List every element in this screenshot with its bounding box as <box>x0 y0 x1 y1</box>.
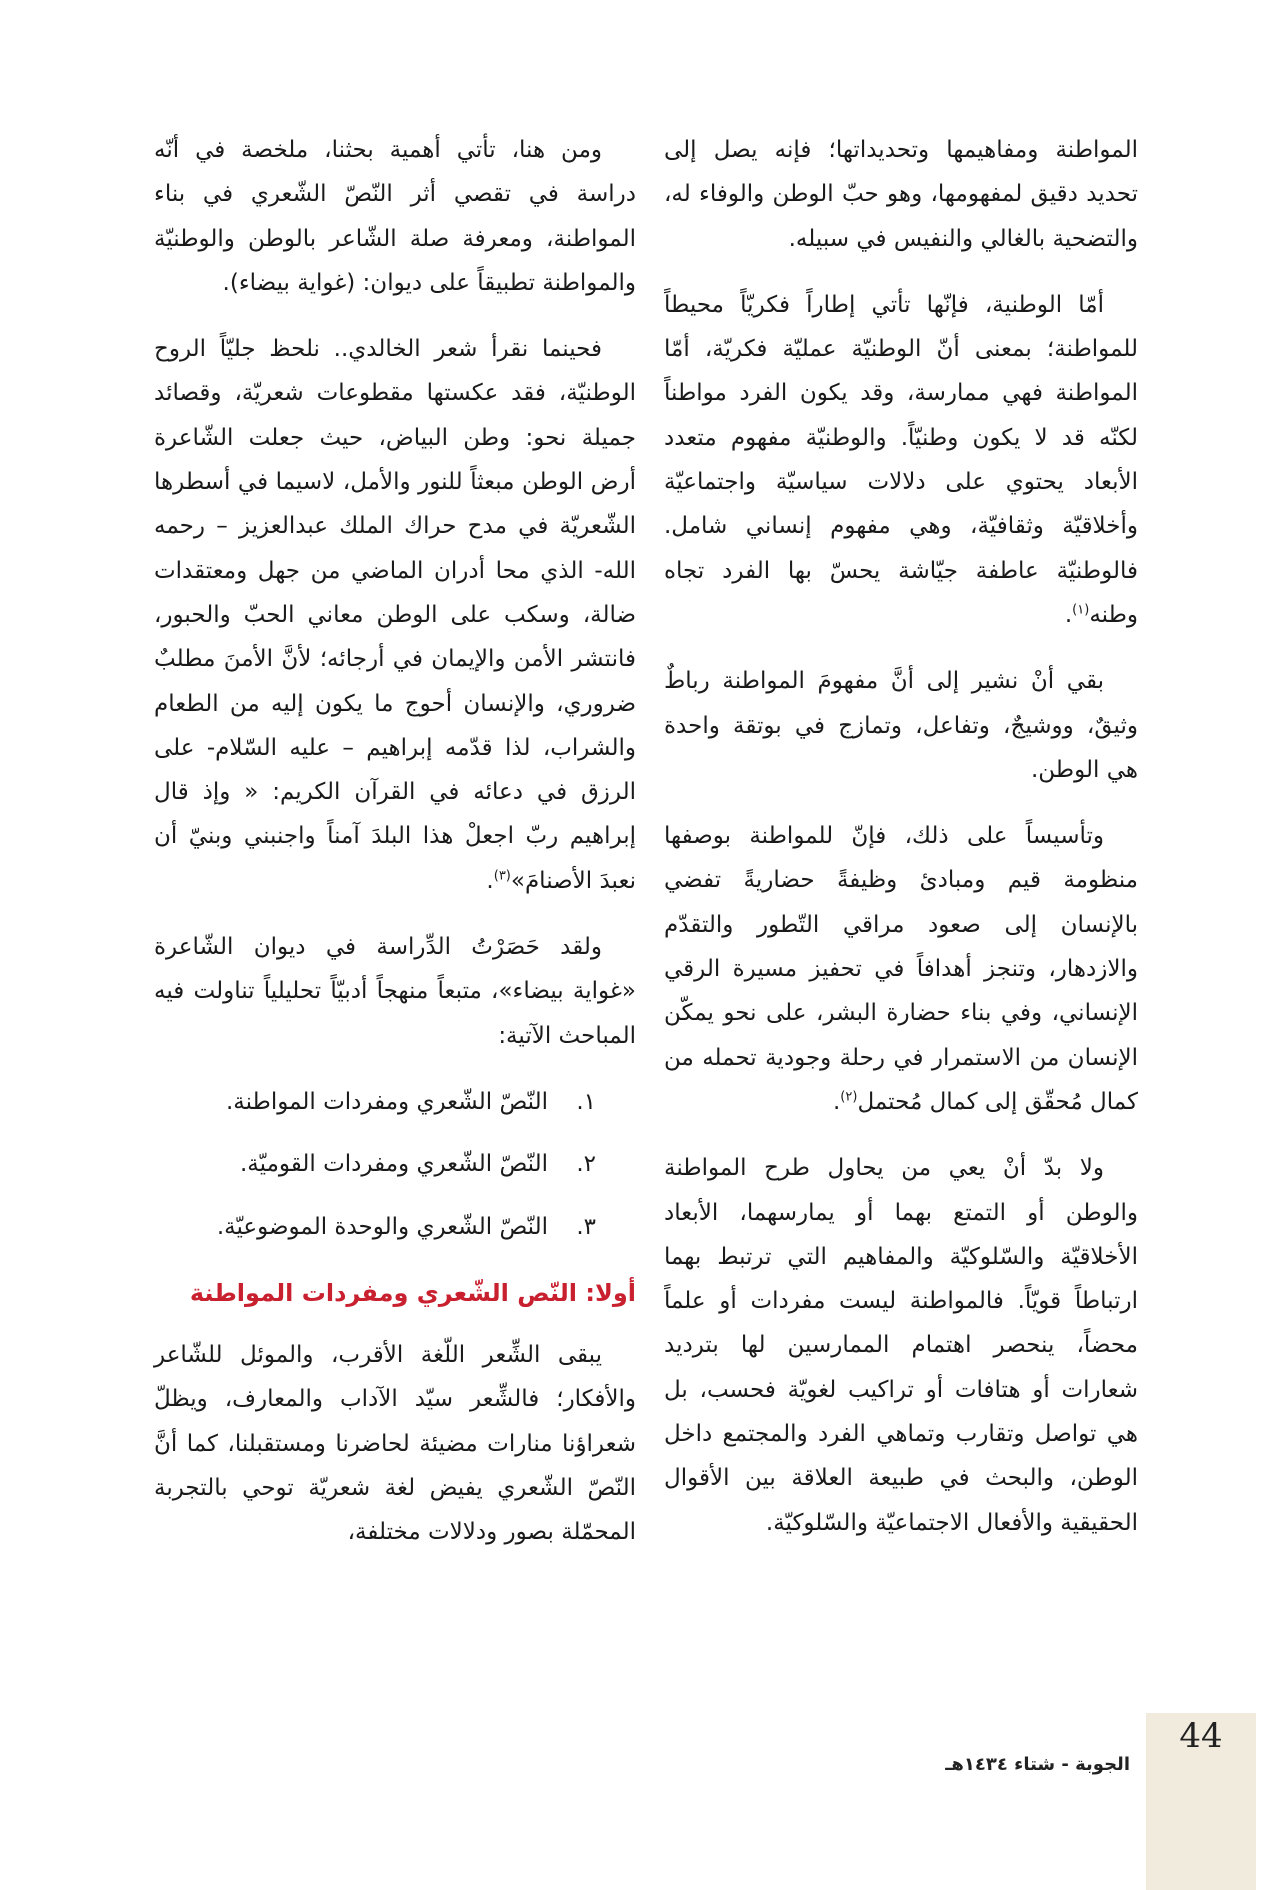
section-heading: أولا: النّص الشّعري ومفردات المواطنة <box>189 1278 636 1307</box>
footnote-ref: (٢) <box>840 1089 858 1105</box>
paragraph-text: يبقى الشِّعر اللّغة الأقرب، والموئل للشّاعر والأفكار؛ فالشِّعر سيّد الآداب والمعارف، ويظلّ شعراؤنا منارات مضيئة لحاضرنا ومستقبلنا، كما أنَّ النّصّ الشّعري يفيض لغة شعريّة توحي بالتجربة المحمّلة بصور ودلالات مختلفة، <box>154 1342 636 1546</box>
paragraph <box>664 128 1138 261</box>
paragraph: وتأسيساً على ذلك، فإنّ للمواطنة بوصفها منظومة قيم ومبادئ وظيفةً حضاريةً تفضي بالإنسان إلى صعود مراقي التّطور والتقدّم والازدهار، وتنجز أهدافاً في تحفيز مسيرة الرقي الإنساني، وفي بناء حضارة البشر، على نحو يمكّن الإنسان من الاستمرار في رحلة وجودية تحمله من كمال مُحقّق إلى كمال مُحتمل$^{(٢)}$. <box>664 823 1138 1115</box>
list-item <box>154 1080 636 1124</box>
paragraph-text: ولا بدّ أنْ يعي من يحاول طرح المواطنة والوطن أو التمتع بهما أو يمارسهما، الأبعاد الأخلاقيّة والسّلوكيّة والمفاهيم التي ترتبط بهما ارتباطاً قويّاً. فالمواطنة ليست مفردات أو علماً محضاً، ينحصر اهتمام الممارسين لها بترديد شعارات أو هتافات أو تراكيب لغويّة فحسب، بل هي تواصل وتقارب وتماهي الفرد والمجتمع داخل الوطن، والبحث في طبيعة العلاقة بين الأقوال الحقيقية والأفعال الاجتماعيّة والسّلوكيّة. <box>664 1155 1138 1536</box>
right-column <box>664 128 1138 1567</box>
list-item <box>154 1142 636 1186</box>
footer-issue-label: الجوبة - شتاء ١٤٣٤هـ <box>945 1754 1130 1775</box>
footnote-ref: (١) <box>1072 602 1090 618</box>
list-number: ٣. <box>576 1213 596 1240</box>
list-number: ٢. <box>576 1151 596 1178</box>
list-item <box>154 1205 636 1249</box>
paragraph <box>664 659 1138 792</box>
paragraph-text: ولقد حَصَرْتُ الدِّراسة في ديوان الشّاعرة «غواية بيضاء»، متبعاً منهجاً أدبيّاً تحليلياً تناولت فيه المباحث الآتية: <box>154 934 636 1049</box>
paragraph <box>154 128 636 305</box>
paragraph-text: ومن هنا، تأتي أهمية بحثنا، ملخصة في أنّه دراسة في تقصي أثر النّصّ الشّعري في بناء المواطنة، ومعرفة صلة الشّاعر بالوطن والوطنيّة والمواطنة تطبيقاً على ديوان: (غواية بيضاء). <box>154 137 636 296</box>
list-text: النّصّ الشّعري والوحدة الموضوعيّة. <box>216 1213 548 1240</box>
list-text: النّصّ الشّعري ومفردات القوميّة. <box>239 1151 548 1178</box>
topics-list <box>154 1080 636 1249</box>
paragraph-text: أمّا الوطنية، فإنّها تأتي إطاراً فكريّاً محيطاً للمواطنة؛ بمعنى أنّ الوطنيّة عمليّة فكريّة، أمّا المواطنة فهي ممارسة، وقد يكون الفرد مواطناً لكنّه قد لا يكون وطنيّاً. والوطنيّة مفهوم متعدد الأبعاد يحتوي على دلالات سياسيّة واجتماعيّة وأخلاقيّة وثقافيّة، وهي مفهوم إنساني شامل. فالوطنيّة عاطفة جيّاشة يحسّ بها الفرد تجاه وطنه <box>664 291 1138 628</box>
list-text: النّصّ الشّعري ومفردات المواطنة. <box>225 1088 548 1115</box>
footnote-ref: (٣) <box>493 868 511 884</box>
paragraph <box>154 925 636 1058</box>
paragraph-text: بقي أنْ نشير إلى أنَّ مفهومَ المواطنة رباطٌ وثيقٌ، ووشيجٌ، وتفاعل، وتمازج في بوتقة واحدة هي الوطن. <box>664 668 1138 783</box>
page-number: 44 <box>1179 1716 1223 1756</box>
paragraph-text: فحينما نقرأ شعر الخالدي.. نلحظ جليّاً الروح الوطنيّة، فقد عكستها مقطوعات شعريّة، وقصائد جميلة نحو: وطن البياض، حيث جعلت الشّاعرة أرض الوطن مبعثاً للنور والأمل، لاسيما في أسطرها الشّعريّة في مدح حراك الملك عبدالعزيز – رحمه الله- الذي محا أدران الماضي من جهل ومعتقدات ضالة، وسكب على الوطن معاني الحبّ والحبور، فانتشر الأمن والإيمان في أرجائه؛ لأنَّ الأمنَ مطلبٌ ضروري، والإنسان أحوج ما يكون إليه من الطعام والشراب، لذا قدّمه إبراهيم – عليه السّلام- على الرزق في دعائه في القرآن الكريم: « وإذ قال إبراهيم ربّ اجعلْ هذا البلدَ آمناً واجنبني وبنيّ أن نعبدَ الأصنامَ» <box>154 336 636 894</box>
paragraph: فحينما نقرأ شعر الخالدي.. نلحظ جليّاً الروح الوطنيّة، فقد عكستها مقطوعات شعريّة، وقصائد جميلة نحو: وطن البياض، حيث جعلت الشّاعرة أرض الوطن مبعثاً للنور والأمل، لاسيما في أسطرها الشّعريّة في مدح حراك الملك عبدالعزيز – رحمه الله- الذي محا أدران الماضي من جهل ومعتقدات ضالة، وسكب على الوطن معاني الحبّ والحبور، فانتشر الأمن والإيمان في أرجائه؛ لأنَّ الأمنَ مطلبٌ ضروري، والإنسان أحوج ما يكون إليه من الطعام والشراب، لذا قدّمه إبراهيم – عليه السّلام- على الرزق في دعائه في القرآن الكريم: « وإذ قال إبراهيم ربّ اجعلْ هذا البلدَ آمناً واجنبني وبنيّ أن نعبدَ الأصنامَ»$^{(٣)}$. <box>154 336 636 894</box>
paragraph: أمّا الوطنية، فإنّها تأتي إطاراً فكريّاً محيطاً للمواطنة؛ بمعنى أنّ الوطنيّة عمليّة فكريّة، أمّا المواطنة فهي ممارسة، وقد يكون الفرد مواطناً لكنّه قد لا يكون وطنيّاً. والوطنيّة مفهوم متعدد الأبعاد يحتوي على دلالات سياسيّة واجتماعيّة وأخلاقيّة وثقافيّة، وهي مفهوم إنساني شامل. فالوطنيّة عاطفة جيّاشة يحسّ بها الفرد تجاه وطنه$^{(١)}$. <box>664 291 1138 628</box>
paragraph <box>664 1146 1138 1545</box>
list-number: ١. <box>576 1088 596 1115</box>
paragraph <box>154 1333 636 1554</box>
left-column <box>154 128 636 1577</box>
paragraph-text: وتأسيساً على ذلك، فإنّ للمواطنة بوصفها منظومة قيم ومبادئ وظيفةً حضاريةً تفضي بالإنسان إلى صعود مراقي التّطور والتقدّم والازدهار، وتنجز أهدافاً في تحفيز مسيرة الرقي الإنساني، وفي بناء حضارة البشر، على نحو يمكّن الإنسان من الاستمرار في رحلة وجودية تحمله من كمال مُحقّق إلى كمال مُحتمل <box>664 823 1138 1115</box>
paragraph-text: المواطنة ومفاهيمها وتحديداتها؛ فإنه يصل إلى تحديد دقيق لمفهومها، وهو حبّ الوطن والوفاء له، والتضحية بالغالي والنفيس في سبيله. <box>664 137 1138 252</box>
